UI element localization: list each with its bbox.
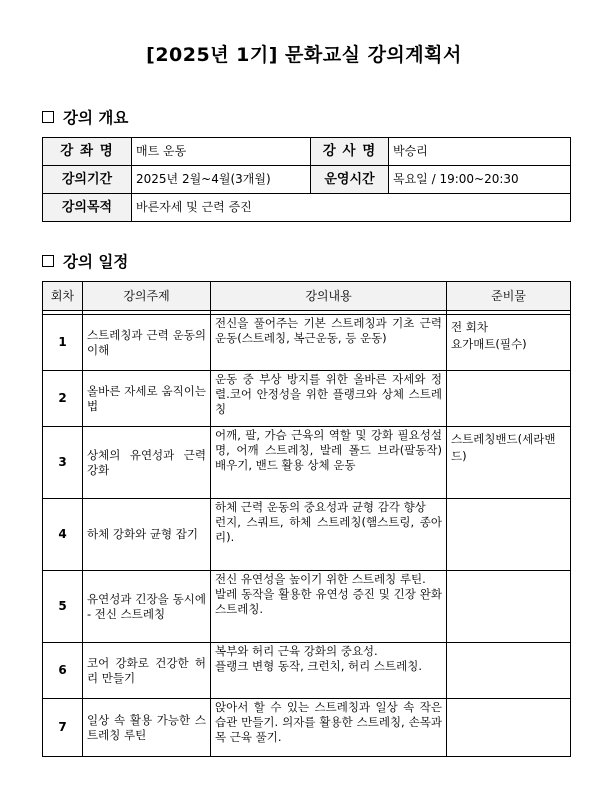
session-materials [447, 643, 571, 699]
session-materials [447, 427, 571, 499]
session-number: 2 [43, 371, 83, 427]
overview-table [42, 137, 571, 222]
table-row [43, 371, 571, 427]
checkbox-square-icon [42, 111, 54, 123]
session-content [211, 699, 447, 757]
session-materials [447, 315, 571, 371]
session-content [211, 371, 447, 427]
course-name-label: 강 좌 명 [43, 138, 132, 166]
session-materials [447, 371, 571, 427]
col-header-num: 회차 [43, 282, 83, 311]
material-line: 스트레칭밴드(세라밴드) [451, 432, 556, 463]
instructor-value: 박승리 [389, 138, 571, 166]
purpose-value: 바른자세 및 근력 증진 [132, 194, 571, 222]
hours-label: 운영시간 [311, 166, 389, 194]
schedule-body [43, 315, 571, 757]
table-row [43, 499, 571, 571]
schedule-heading [42, 250, 128, 272]
session-materials [447, 699, 571, 757]
session-number: 5 [43, 571, 83, 643]
schedule-table [42, 281, 571, 757]
session-topic: 스트레칭과 근력 운동의 이해 [83, 315, 211, 371]
session-number: 7 [43, 699, 83, 757]
period-label: 강의기간 [43, 166, 132, 194]
session-content [211, 643, 447, 699]
session-content [211, 571, 447, 643]
session-number: 1 [43, 315, 83, 371]
course-name-value: 매트 운동 [132, 138, 311, 166]
page-title: [2025년 1기] 문화교실 강의계획서 [146, 44, 462, 66]
table-row [43, 643, 571, 699]
col-header-prep: 준비물 [447, 282, 571, 311]
session-number: 4 [43, 499, 83, 571]
material-line: 전 회차 [451, 320, 488, 334]
overview-heading [42, 106, 128, 128]
session-topic: 일상 속 활용 가능한 스트레칭 루틴 [83, 699, 211, 757]
checkbox-square-icon [42, 255, 54, 267]
session-topic: 유연성과 긴장을 동시에 - 전신 스트레칭 [83, 571, 211, 643]
content-line: 전신 유연성을 높이기 위한 스트레칭 루틴. [215, 572, 426, 586]
session-content [211, 427, 447, 499]
content-line: 운동 중 부상 방지를 위한 올바른 자세와 정렬.코어 안정성을 위한 플랭크와 상체 스트레칭 [215, 372, 442, 416]
session-topic: 코어 강화로 건강한 허리 만들기 [83, 643, 211, 699]
session-materials [447, 571, 571, 643]
period-value: 2025년 2월~4월(3개월) [132, 166, 311, 194]
content-line: 런지, 스쿼트, 하체 스트레칭(햄스트링, 종아리). [215, 515, 442, 544]
col-header-topic: 강의주제 [83, 282, 211, 311]
hours-value: 목요일 / 19:00~20:30 [389, 166, 571, 194]
table-row [43, 699, 571, 757]
material-line: 요가매트(필수) [451, 337, 527, 351]
session-topic: 상체의 유연성과 근력 강화 [83, 427, 211, 499]
content-line: 어깨, 팔, 가슴 근육의 역할 및 강화 필요성설명, 어깨 스트레칭, 발레 폴드 브라(팔동작) 배우기, 밴드 활용 상체 운동 [215, 428, 442, 472]
session-number: 3 [43, 427, 83, 499]
overview-heading-label: 강의 개요 [63, 109, 129, 127]
content-line: 하체 근력 운동의 중요성과 균형 감각 향상 [215, 500, 426, 514]
session-materials [447, 499, 571, 571]
table-row [43, 427, 571, 499]
content-line: 복부와 허리 근육 강화의 중요성. [215, 644, 378, 658]
session-content [211, 499, 447, 571]
col-header-content: 강의내용 [211, 282, 447, 311]
instructor-label: 강 사 명 [311, 138, 389, 166]
content-line: 전신을 풀어주는 기본 스트레칭과 기초 근력 운동(스트레칭, 복근운동, 등 운동) [215, 316, 442, 345]
content-line: 앉아서 할 수 있는 스트레칭과 일상 속 작은 습관 만들기. 의자를 활용한 스트레칭, 손목과 목 근육 풀기. [215, 700, 442, 744]
session-number: 6 [43, 643, 83, 699]
purpose-label: 강의목적 [43, 194, 132, 222]
schedule-heading-label: 강의 일정 [63, 253, 129, 271]
table-row [43, 571, 571, 643]
table-row [43, 315, 571, 371]
session-topic: 올바른 자세로 움직이는 법 [83, 371, 211, 427]
content-line: 플랭크 변형 동작, 크런치, 허리 스트레칭. [215, 659, 422, 673]
session-content [211, 315, 447, 371]
session-topic: 하체 강화와 균형 잡기 [83, 499, 211, 571]
content-line: 발레 동작을 활용한 유연성 증진 및 긴장 완화 스트레칭. [215, 587, 442, 616]
